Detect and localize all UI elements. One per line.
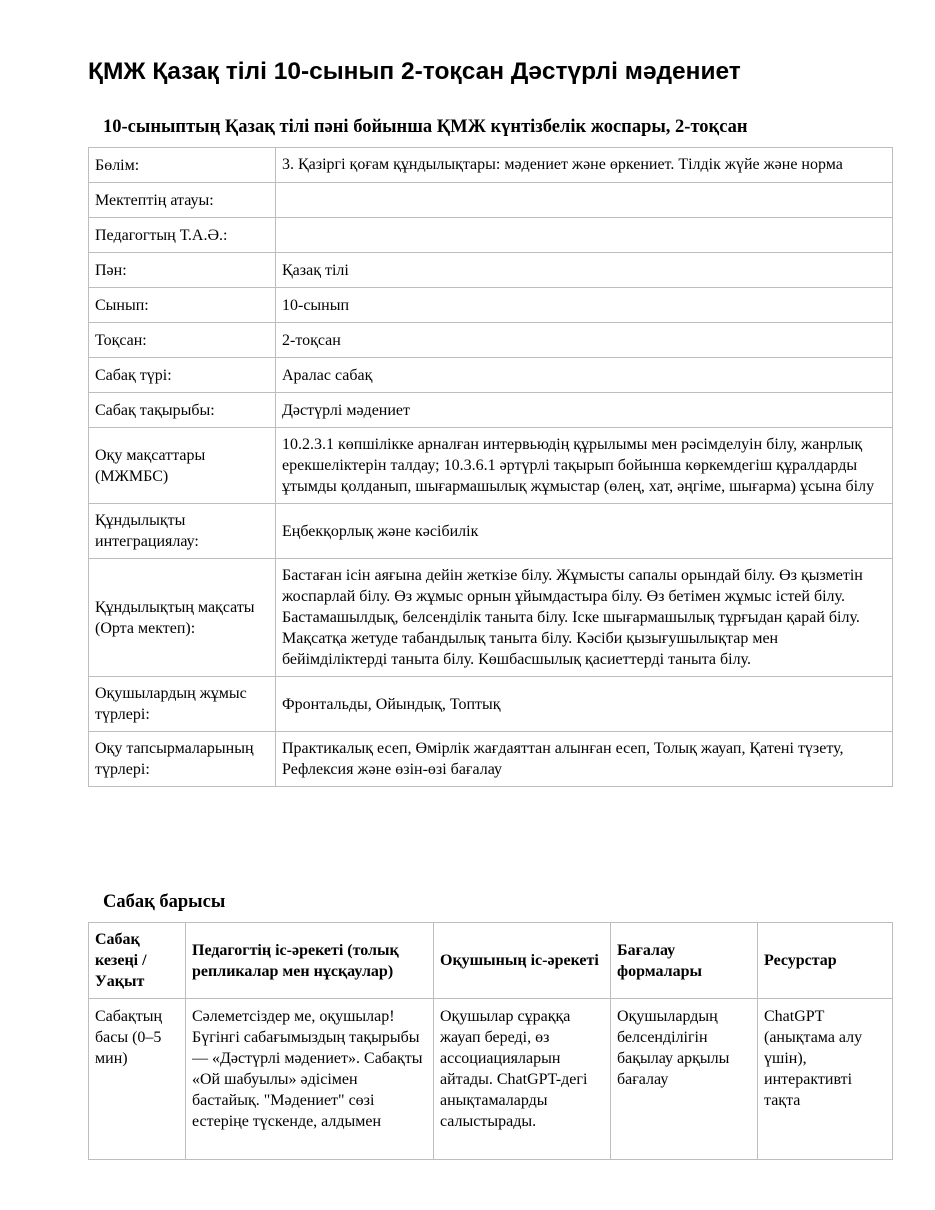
info-label: Оқу мақсаттары (МЖМБС) (89, 428, 276, 504)
info-value (276, 183, 893, 218)
info-row-value-goal (89, 559, 893, 677)
info-value: Еңбекқорлық және кәсібилік (276, 504, 893, 559)
info-row-work-types (89, 677, 893, 732)
info-label: Мектептің атауы: (89, 183, 276, 218)
stage-cell (89, 999, 186, 1160)
info-value: Практикалық есеп, Өмірлік жағдаяттан алынған есеп, Толық жауап, Қатені түзету, Рефлексия және өзін-өзі бағалау (276, 732, 893, 787)
info-label: Оқушылардың жұмыс түрлері: (89, 677, 276, 732)
assessment-text: Оқушылардың белсенділігін бақылау арқылы бағалау (617, 1008, 730, 1088)
info-row-lesson-type (89, 358, 893, 393)
column-header-stage: Сабақ кезеңі / Уақыт (89, 923, 186, 999)
student-cell (434, 999, 611, 1160)
info-row-school (89, 183, 893, 218)
info-value: 10-сынып (276, 288, 893, 323)
info-value: Дәстүрлі мәдениет (276, 393, 893, 428)
info-value: 3. Қазіргі қоғам құндылықтары: мәдениет және өркениет. Тілдік жүйе және норма (276, 148, 893, 183)
info-row-value-integration (89, 504, 893, 559)
info-value: Бастаған ісін аяғына дейін жеткізе білу. Жұмысты сапалы орындай білу. Өз қызметін жоспарлай білу. Өз жұмыс орнын ұйымдастыра білу. Өз бетімен жұмыс істей білу. Бастамашылдық, белсенділік таныта білу. Іске шығармашылық тұрғыдан қарай білу. Мақсатқа жетуде табандылық таныта білу. Кәсіби қызығушылықтар мен бейімділіктерді таныта білу. Көшбасшылық қасиеттерді таныта білу. (276, 559, 893, 677)
resources-text: ChatGPT (анықтама алу үшін), интерактивті тақта (764, 1008, 863, 1109)
info-value (276, 218, 893, 253)
info-label: Сабақ тақырыбы: (89, 393, 276, 428)
info-row-lesson-topic (89, 393, 893, 428)
info-label: Тоқсан: (89, 323, 276, 358)
info-row-teacher (89, 218, 893, 253)
info-label: Педагогтың Т.А.Ә.: (89, 218, 276, 253)
info-row-quarter (89, 323, 893, 358)
student-text: Оқушылар сұраққа жауап береді, өз ассоциацияларын айтады. ChatGPT-дегі анықтамаларды салыстырады. (440, 1008, 588, 1130)
lesson-info-table (88, 147, 893, 787)
info-value: Фронтальды, Ойындық, Топтық (276, 677, 893, 732)
column-header-resources: Ресурстар (758, 923, 893, 999)
column-header-student: Оқушының іс-әрекеті (434, 923, 611, 999)
info-value: Аралас сабақ (276, 358, 893, 393)
info-label: Құндылықтың мақсаты (Орта мектеп): (89, 559, 276, 677)
info-label: Бөлім: (89, 148, 276, 183)
teacher-text: Сәлеметсіздер ме, оқушылар! Бүгінгі сабағымыздың тақырыбы — «Дәстүрлі мәдениет». Сабақты «Ой шабуылы» әдісімен бастайық. "Мәдениет" сөзі естеріңе түскенде, алдымен (192, 1008, 423, 1130)
info-value: 10.2.3.1 көпшілікке арналған интервьюдің құрылымы мен рәсімделуін білу, жанрлық ерекшеліктерін талдау; 10.3.6.1 әртүрлі тақырып бойынша көркемдегіш құралдарды ұтымды қолданып, шығармашылық жұмыстар (өлең, хат, әңгіме, шығарма) ұсына білу (276, 428, 893, 504)
column-header-teacher: Педагогтің іс-әрекеті (толық репликалар мен нұсқаулар) (186, 923, 434, 999)
stage-text: Сабақтың басы (0–5 мин) (95, 1008, 163, 1067)
info-row-task-types (89, 732, 893, 787)
page-title: ҚМЖ Қазақ тілі 10-сынып 2-тоқсан Дәстүрлі мәдениет (88, 58, 741, 85)
info-value: 2-тоқсан (276, 323, 893, 358)
info-row-objectives (89, 428, 893, 504)
info-row-subject (89, 253, 893, 288)
info-table-heading: 10-сыныптың Қазақ тілі пәні бойынша ҚМЖ күнтізбелік жоспары, 2-тоқсан (103, 117, 748, 137)
column-header-assessment: Бағалау формалары (611, 923, 758, 999)
lesson-flow-heading: Сабақ барысы (103, 892, 226, 912)
lesson-flow-table (88, 922, 893, 1160)
table-row (89, 999, 893, 1160)
teacher-cell (186, 999, 434, 1160)
assessment-cell (611, 999, 758, 1160)
info-label: Пән: (89, 253, 276, 288)
info-label: Сынып: (89, 288, 276, 323)
resources-cell (758, 999, 893, 1160)
info-label: Құндылықты интеграциялау: (89, 504, 276, 559)
info-label: Оқу тапсырмаларының түрлері: (89, 732, 276, 787)
lesson-header-row (89, 923, 893, 999)
info-label: Сабақ түрі: (89, 358, 276, 393)
info-value: Қазақ тілі (276, 253, 893, 288)
info-row-section (89, 148, 893, 183)
info-row-grade (89, 288, 893, 323)
